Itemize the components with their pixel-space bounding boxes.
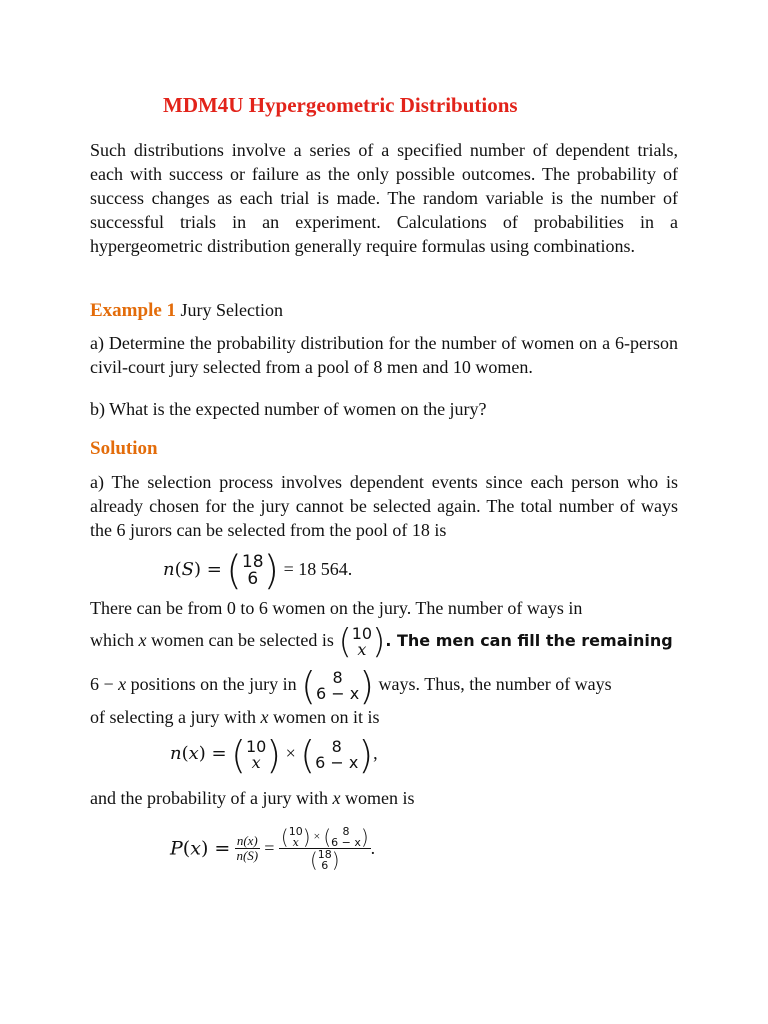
- binom-top: 18: [241, 552, 264, 572]
- text-fragment: women on it is: [268, 707, 380, 727]
- solution-line-1: There can be from 0 to 6 women on the jury. The number of ways in: [90, 598, 583, 618]
- binom-bottom: 6 − x: [315, 753, 359, 772]
- eq2-lhs: n(x) =: [170, 743, 227, 765]
- solution-line-3: [90, 664, 612, 708]
- page-title: MDM4U Hypergeometric Distributions: [163, 93, 518, 117]
- eq3-lhs: P(x) =: [170, 837, 231, 860]
- binom-bottom: x: [251, 753, 261, 772]
- binomial-10-x: ( 10 x ): [231, 733, 282, 777]
- variable-x: x: [138, 630, 147, 651]
- binom-bottom: 6: [247, 569, 259, 589]
- example-label: Example 1: [90, 300, 177, 321]
- eq1-rhs: = 18 564.: [283, 559, 353, 580]
- binom-bottom: x: [292, 836, 299, 849]
- example-topic: Jury Selection: [180, 300, 284, 320]
- example-heading: [90, 300, 283, 322]
- binom-top: 8: [332, 668, 343, 687]
- period: .: [370, 838, 376, 858]
- example-part-b: b) What is the expected number of women on the jury?: [90, 399, 487, 419]
- comma: ,: [373, 743, 378, 764]
- solution-line-4: [90, 707, 379, 728]
- times-sign: ×: [285, 743, 296, 764]
- fraction-numerator: n(x): [236, 832, 258, 848]
- solution-line-2: [90, 622, 673, 662]
- fraction-denominator: n(S): [236, 848, 259, 863]
- text-fragment: ways. Thus, the number of ways: [378, 674, 612, 695]
- fraction-numerator: [279, 826, 371, 849]
- variable-x: x: [260, 707, 269, 727]
- text-fragment: women is: [340, 788, 415, 808]
- solution-line-5: [90, 788, 414, 809]
- binom-top: 18: [317, 848, 332, 861]
- variable-x: x: [118, 674, 127, 695]
- example-part-a: a) Determine the probability distribution for the number of women on a 6-person civil-court jury selected from a pool of 8 men and 10 women.: [90, 333, 678, 377]
- binomial-18-6: ( 18 6 ): [226, 548, 280, 594]
- text-fragment: women can be selected is: [146, 630, 339, 651]
- binom-top: 8: [331, 737, 342, 756]
- binomial-8-6-minus-x: ( 8 6 − x ): [300, 733, 374, 777]
- binom-bottom: x: [357, 640, 367, 659]
- binom-bottom: 6 − x: [315, 684, 360, 703]
- fraction-nx-over-ns: [235, 834, 260, 864]
- binomial-10-x: ( 10 x ): [280, 825, 311, 849]
- binom-top: 8: [342, 825, 350, 838]
- binom-bottom: 6 − x: [331, 836, 361, 849]
- binom-top: 10: [351, 624, 373, 643]
- solution-paragraph-a: a) The selection process involves dependent events since each person who is already chosen for the jury cannot be selected again. The total number of ways the 6 jurors can be selected from the pool of 18 is: [90, 472, 678, 540]
- binomial-10-x: ( 10 x ): [338, 622, 386, 662]
- binomial-8-6-minus-x: ( 8 6 − x ): [301, 664, 375, 708]
- equation-probability: [170, 826, 375, 871]
- text-fragment: positions on the jury in: [126, 674, 302, 695]
- text-fragment: of selecting a jury with: [90, 707, 261, 727]
- solution-heading: Solution: [90, 438, 158, 459]
- text-fragment: . The men can fill the remaining: [385, 631, 673, 651]
- variable-x: x: [332, 788, 341, 808]
- equation-n-of-x: [170, 733, 378, 777]
- equals-sign: =: [264, 838, 275, 858]
- text-fragment: and the probability of a jury with: [90, 788, 333, 808]
- binom-bottom: 6: [321, 859, 329, 872]
- fraction-combinations: [279, 826, 371, 871]
- intro-paragraph: Such distributions involve a series of a specified number of dependent trials, each with success or failure as the only possible outcomes. The probability of success changes as each trial is made. The random variable is the number of successful trials in an experiment. Calculations of probabilities in a hypergeometric distribution generally require formulas using combinations.: [90, 140, 678, 256]
- binomial-8-6-minus-x: ( 8 6 − x ): [323, 825, 369, 849]
- equation-sample-space: [163, 548, 352, 594]
- binomial-18-6: ( 18 6 ): [309, 848, 340, 872]
- binom-top: 10: [288, 825, 303, 838]
- text-fragment: which: [90, 630, 139, 651]
- binom-top: 10: [245, 737, 267, 756]
- text-fragment: 6 −: [90, 674, 119, 695]
- times-sign: ×: [313, 828, 321, 843]
- eq1-lhs: n(S) =: [163, 559, 222, 581]
